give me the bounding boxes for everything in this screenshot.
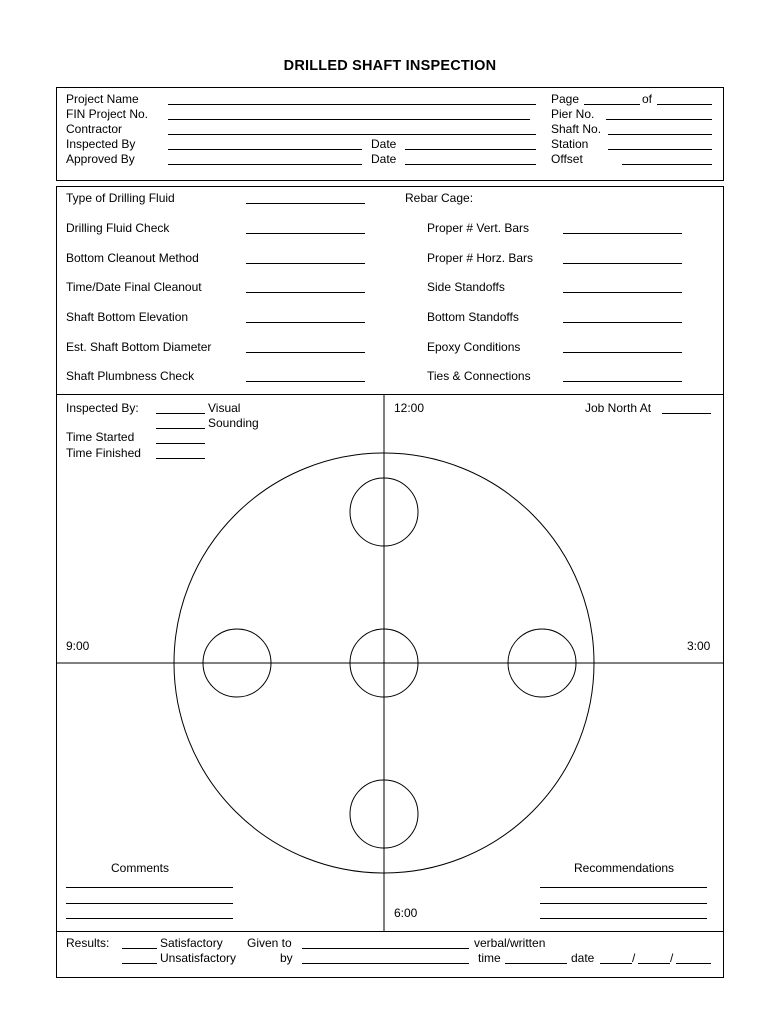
time-started-field[interactable] xyxy=(156,443,205,444)
by-label: by xyxy=(280,951,293,965)
time-started-label: Time Started xyxy=(66,430,135,444)
time-date-final-cleanout-label: Time/Date Final Cleanout xyxy=(66,280,202,294)
by-field[interactable] xyxy=(302,963,469,964)
page-label: Page xyxy=(551,92,580,106)
six-oclock-label: 6:00 xyxy=(394,906,418,920)
station-label: Station xyxy=(551,137,589,151)
approved-by-label: Approved By xyxy=(66,152,135,166)
rebar-cage-label: Rebar Cage: xyxy=(405,191,474,205)
date-slash-1: / xyxy=(632,951,636,965)
satisfactory-label: Satisfactory xyxy=(160,936,223,950)
horz-bars-label: Proper # Horz. Bars xyxy=(427,251,534,265)
date-slash-2: / xyxy=(670,951,674,965)
contractor-label: Contractor xyxy=(66,122,123,136)
approved-date-label: Date xyxy=(371,152,397,166)
shaft-bottom-elevation-label: Shaft Bottom Elevation xyxy=(66,310,189,324)
inspected-date-label: Date xyxy=(371,137,397,151)
bottom-cleanout-method-label: Bottom Cleanout Method xyxy=(66,251,199,265)
shaft-no-label: Shaft No. xyxy=(551,122,602,136)
unsatisfactory-label: Unsatisfactory xyxy=(160,951,237,965)
visual-label: Visual xyxy=(208,401,241,415)
satisfactory-field[interactable] xyxy=(122,948,157,949)
form-title: DRILLED SHAFT INSPECTION xyxy=(283,58,497,74)
comments-label: Comments xyxy=(111,861,170,875)
job-north-label: Job North At xyxy=(585,401,652,415)
fin-project-no-label: FIN Project No. xyxy=(66,107,149,121)
type-of-drilling-fluid-label: Type of Drilling Fluid xyxy=(66,191,175,205)
comments-line-1[interactable] xyxy=(66,887,233,888)
ties-connections-label: Ties & Connections xyxy=(427,369,531,383)
sounding-field[interactable] xyxy=(156,428,205,429)
of-label: of xyxy=(642,92,653,106)
visual-field[interactable] xyxy=(156,413,205,414)
given-to-field[interactable] xyxy=(302,948,469,949)
recommendations-line-1[interactable] xyxy=(540,887,707,888)
shaft-plumbness-check-label: Shaft Plumbness Check xyxy=(66,369,195,383)
bottom-standoffs-label: Bottom Standoffs xyxy=(427,310,519,324)
three-oclock-label: 3:00 xyxy=(687,639,711,653)
time-finished-field[interactable] xyxy=(156,458,205,459)
sounding-label: Sounding xyxy=(208,416,259,430)
date-month-field[interactable] xyxy=(600,963,632,964)
vert-bars-label: Proper # Vert. Bars xyxy=(427,221,530,235)
diagram-inspected-by-label: Inspected By: xyxy=(66,401,139,415)
date-year-field[interactable] xyxy=(676,963,711,964)
project-name-label: Project Name xyxy=(66,92,139,106)
drilling-fluid-check-label: Drilling Fluid Check xyxy=(66,221,170,235)
time-label: time xyxy=(478,951,501,965)
results-label: Results: xyxy=(66,936,110,950)
date-label: date xyxy=(571,951,595,965)
unsatisfactory-field[interactable] xyxy=(122,963,157,964)
time-finished-label: Time Finished xyxy=(66,446,141,460)
verbal-written-label: verbal/written xyxy=(474,936,546,950)
comments-line-3[interactable] xyxy=(66,918,233,919)
side-standoffs-label: Side Standoffs xyxy=(427,280,505,294)
pier-no-label: Pier No. xyxy=(551,107,595,121)
est-shaft-bottom-diameter-label: Est. Shaft Bottom Diameter xyxy=(66,340,212,354)
nine-oclock-label: 9:00 xyxy=(66,639,90,653)
job-north-field[interactable] xyxy=(662,413,711,414)
epoxy-conditions-label: Epoxy Conditions xyxy=(427,340,521,354)
inspected-by-label: Inspected By xyxy=(66,137,136,151)
recommendations-label: Recommendations xyxy=(574,861,675,875)
comments-line-2[interactable] xyxy=(66,903,233,904)
time-field[interactable] xyxy=(505,963,567,964)
recommendations-line-2[interactable] xyxy=(540,903,707,904)
date-day-field[interactable] xyxy=(638,963,670,964)
offset-label: Offset xyxy=(551,152,583,166)
results-box xyxy=(56,931,724,978)
recommendations-line-3[interactable] xyxy=(540,918,707,919)
twelve-oclock-label: 12:00 xyxy=(394,401,425,415)
given-to-label: Given to xyxy=(247,936,292,950)
